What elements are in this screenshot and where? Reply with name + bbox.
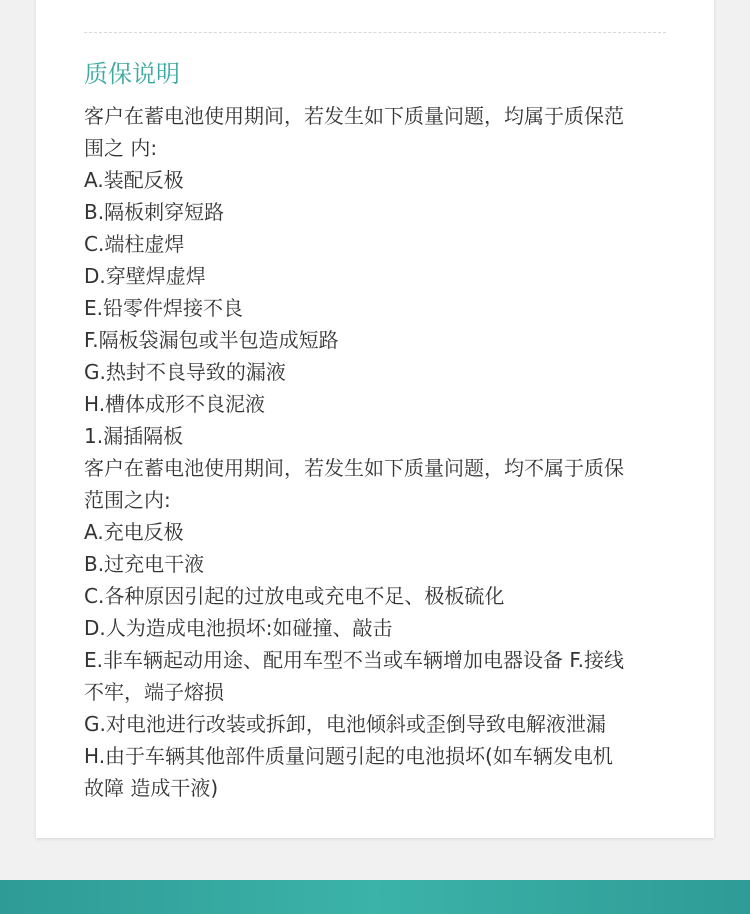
text-line: C.端柱虚焊 — [84, 232, 185, 256]
section-title: 质保说明 — [84, 60, 180, 88]
text-line: 1.漏插隔板 — [84, 424, 184, 448]
text-line: 客户在蓄电池使用期间，若发生如下质量问题，均属于质保范 — [84, 104, 624, 128]
text-line: 故障 造成干液) — [84, 776, 219, 800]
text-line: A.装配反极 — [84, 168, 184, 192]
text-line: B.过充电干液 — [84, 552, 205, 576]
text-line: 围之 内: — [84, 136, 158, 160]
text-line: H.由于车辆其他部件质量问题引起的电池损坏(如车辆发电机 — [84, 744, 613, 768]
text-line: B.隔板刺穿短路 — [84, 200, 225, 224]
text-line: E.非车辆起动用途、配用车型不当或车辆增加电器设备 F.接线 — [84, 648, 624, 672]
text-line: F.隔板袋漏包或半包造成短路 — [84, 328, 339, 352]
text-line: E.铅零件焊接不良 — [84, 296, 243, 320]
text-line: G.对电池进行改装或拆卸，电池倾斜或歪倒导致电解液泄漏 — [84, 712, 606, 736]
text-line: 范围之内: — [84, 488, 171, 512]
text-line: H.槽体成形不良泥液 — [84, 392, 266, 416]
text-line: A.充电反极 — [84, 520, 184, 544]
footer-band — [0, 880, 750, 914]
text-line: 客户在蓄电池使用期间，若发生如下质量问题，均不属于质保 — [84, 456, 624, 480]
text-line: D.人为造成电池损坏:如碰撞、敲击 — [84, 616, 393, 640]
content-card — [36, 0, 714, 838]
text-line: D.穿壁焊虚焊 — [84, 264, 206, 288]
text-line: 不牢，端子熔损 — [84, 680, 224, 704]
text-line: C.各种原因引起的过放电或充电不足、极板硫化 — [84, 584, 505, 608]
text-line: G.热封不良导致的漏液 — [84, 360, 286, 384]
warranty-text-block — [84, 100, 674, 804]
dashed-divider — [84, 32, 666, 33]
